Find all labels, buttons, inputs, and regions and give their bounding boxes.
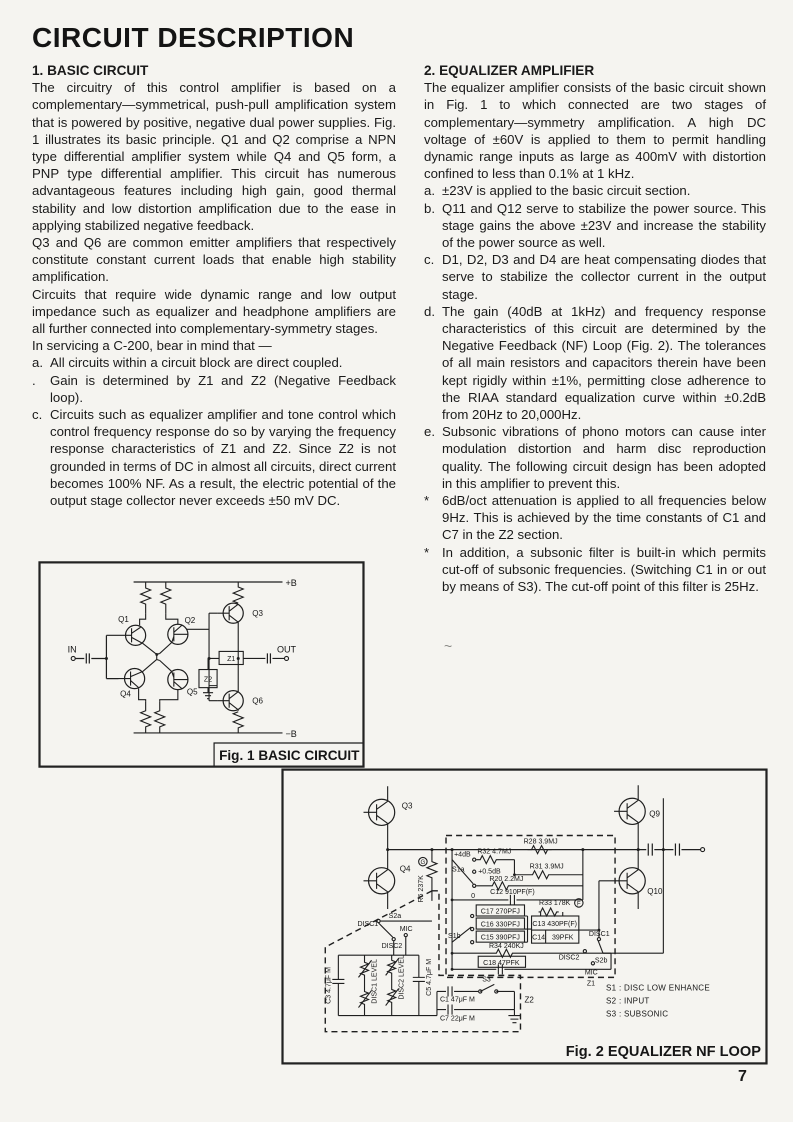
s3-label: S3 <box>482 976 491 984</box>
s2a-blade <box>379 923 393 937</box>
c7-label: C7 22μF M <box>439 1015 475 1023</box>
r33-label: R33 178K <box>539 899 571 907</box>
list-marker: c. <box>32 407 43 423</box>
list-item <box>424 303 766 423</box>
list-marker: c. <box>424 252 435 268</box>
column-basic-circuit <box>32 62 396 509</box>
list-marker: d. <box>424 303 435 319</box>
list-marker: a. <box>32 355 43 371</box>
r32-label: R32 4.7MJ <box>477 848 512 856</box>
q3-label: Q3 <box>252 609 264 619</box>
z1-block-label: Z1 <box>227 655 236 663</box>
section1-paragraph-1: The circuitry of this control amplifier is based on a complementary—symmetrical, push-pull amplification system that is powered by positive, negative dual power supplies. Fig. 1 illustrates its basic principle. Q1 and Q2 comprise a NPN type differential amplifier system while Q4 and Q5 form, a PNP type differential amplifier. This circuit has numerous advantageous features including high gain, good thermal stability and low distortion amplification due to the ease in applying stabilized negative feedback. <box>32 80 396 233</box>
c16-label: C16 330PFJ <box>480 921 520 929</box>
s1a-plus05db-label: +0.5dB <box>478 868 501 876</box>
section1-paragraph-2: Q3 and Q6 are common emitter amplifiers that respectively constitute constant current loads that enable high stability amplification. <box>32 235 396 285</box>
list-marker: e. <box>424 424 435 440</box>
c14-value-label: 39PFK <box>551 934 574 942</box>
fig1-caption: Fig. 1 BASIC CIRCUIT <box>219 748 360 764</box>
z2-block-label: Z2 <box>203 676 213 684</box>
r6-grade-label: G <box>420 860 426 867</box>
q6-label: Q6 <box>252 696 264 706</box>
plus-b-label: +B <box>285 578 297 589</box>
list-text: The gain (40dB at 1kHz) and frequency response characteristics of this circuit are determined by the Negative Feedback (NF) Loop (Fig. 2). The tolerances of all main resistors and capacitors therein have been kept rigidly within ±1%, permitting close adherence to the RIAA standard equalization curve within ±0.2dB from 20Hz to 20,000Hz. <box>442 303 766 423</box>
z1-label: Z1 <box>586 980 596 988</box>
q2-label: Q2 <box>184 616 196 626</box>
list-item <box>32 372 396 406</box>
s1b-label: S1b <box>448 933 461 941</box>
list-text: Gain is determined by Z1 and Z2 (Negative Feedback loop). <box>50 372 396 405</box>
list-item <box>424 251 766 303</box>
list-marker: b. <box>424 200 435 216</box>
disc2-level-label: DISC2 LEVEL <box>398 955 406 1000</box>
disc2-level-pot <box>386 955 399 1015</box>
transistor-q9 <box>614 785 645 849</box>
fig1-schematic <box>38 560 365 769</box>
transistor-q3 <box>217 603 243 623</box>
fig2-caption: Fig. 2 EQUALIZER NF LOOP <box>565 1043 761 1060</box>
q4-label: Q4 <box>399 864 411 874</box>
q10-label: Q10 <box>647 886 663 896</box>
column-equalizer-amplifier <box>424 62 766 595</box>
transistor-q10 <box>614 850 645 909</box>
list-marker: . <box>32 372 36 388</box>
s1a-plus4db-label: +4dB <box>454 851 471 859</box>
c18-label: C18 47PFK <box>483 959 520 967</box>
in-label: IN <box>67 644 77 655</box>
transistor-q6 <box>217 691 243 711</box>
list-marker: a. <box>424 183 435 199</box>
list-text: Circuits such as equalizer amplifier and tone control which control frequency response do so by varying the frequency response characteristics of Z1 and Z2. Since Z2 is not grounded in terms of DC in almost all circuits, direct current becomes 100% NF. As a result, the electric potential of the output stage collector never exceeds ±50 mV DC. <box>50 407 396 509</box>
section1-heading: 1. BASIC CIRCUIT <box>32 63 149 78</box>
c15-label: C15 390PFJ <box>480 934 520 942</box>
legend-s2: S2 : INPUT <box>606 996 650 1006</box>
transistor-q4 <box>118 669 144 689</box>
transistor-q2 <box>160 624 188 653</box>
transistor-q1 <box>119 625 145 645</box>
list-text: Q11 and Q12 serve to stabilize the power source. This stage gains the above ±23V and increase the stability of the power source as well. <box>442 200 766 251</box>
list-item <box>424 544 766 596</box>
q1-label: Q1 <box>118 615 129 625</box>
legend-s3: S3 : SUBSONIC <box>606 1009 669 1019</box>
s1a-label: S1a <box>452 866 465 874</box>
c14-label: C14 <box>532 934 546 942</box>
figure-1-basic-circuit <box>38 560 365 769</box>
scan-artifact-mark: ~ <box>444 638 453 654</box>
section1-paragraph-4: In servicing a C-200, bear in mind that — <box>32 338 272 354</box>
list-item <box>424 200 766 252</box>
list-text: D1, D2, D3 and D4 are heat compensating diodes that serve to stabilize the collector current in the output stage. <box>442 252 766 302</box>
c13-label: C13 430PF(F) <box>532 921 577 929</box>
legend-s1: S1 : DISC LOW ENHANCE <box>606 983 711 993</box>
s2b-disc1-label: DISC1 <box>588 931 610 939</box>
list-text: In addition, a subsonic filter is built-in which permits cut-off of subsonic frequencies. (Switching C1 in or out by means of S3). The cut-off point of this filter is 25Hz. <box>442 544 766 595</box>
list-marker: * <box>424 493 430 509</box>
r33-grade-label: F <box>576 901 581 908</box>
z2-label: Z2 <box>524 995 534 1005</box>
s2b-mic-label: MIC <box>584 969 598 977</box>
figure-2-equalizer-nf-loop <box>281 768 768 1065</box>
minus-b-label: −B <box>285 728 297 739</box>
list-item <box>424 423 766 492</box>
s2a-disc2-label: DISC2 <box>381 943 403 951</box>
s2a-label: S2a <box>388 913 402 921</box>
c5-label: C5 4.7μF M <box>425 958 433 996</box>
q9-label: Q9 <box>649 809 660 819</box>
c3-label: C3 4.7μF M <box>325 966 333 1004</box>
transistor-q5 <box>160 660 188 689</box>
fig2-schematic <box>281 768 768 1065</box>
transistor-q4 <box>364 850 395 909</box>
r28-label: R28 3.9MJ <box>523 838 558 846</box>
list-item <box>32 406 396 509</box>
s2b-disc2-label: DISC2 <box>558 954 580 962</box>
r34-label: R34 240KJ <box>488 943 524 951</box>
disc1-level-label: DISC1 LEVEL <box>371 959 379 1004</box>
s2a-mic-label: MIC <box>399 926 413 934</box>
section2-heading: 2. EQUALIZER AMPLIFIER <box>424 63 595 78</box>
section2-paragraph-1: The equalizer amplifier consists of the basic circuit shown in Fig. 1 to which connected are two stages of complementary—symmetry amplification. A high DC voltage of ±60V is applied to them to permit handling dynamic range inputs as large as 400mV with distortion confined to less than 0.1% at 1 kHz. <box>424 80 766 182</box>
page-title: CIRCUIT DESCRIPTION <box>32 22 355 53</box>
c12-label: C12 910PF(F) <box>490 888 535 896</box>
list-text: ±23V is applied to the basic circuit section. <box>442 183 691 199</box>
out-label: OUT <box>276 644 297 655</box>
s2a-disc1-label: DISC1 <box>357 921 379 929</box>
list-text: All circuits within a circuit block are direct coupled. <box>50 355 343 371</box>
s2b-label: S2b <box>594 957 608 965</box>
list-text: 6dB/oct attenuation is applied to all frequencies below 9Hz. This is achieved by the time constants of C1 and C7 in the Z2 section. <box>442 493 766 543</box>
c1-label: C1 47μF M <box>439 996 475 1004</box>
disc1-level-pot <box>358 955 371 1015</box>
list-text: Subsonic vibrations of phono motors can cause inter modulation distortion and harm disc reproduction quality. The following circuit design has been adopted in this amplifier to prevent this. <box>442 424 766 491</box>
q5-label: Q5 <box>186 687 198 697</box>
list-item <box>424 182 766 199</box>
r6-label: R6 237K <box>417 875 425 903</box>
q4-label: Q4 <box>120 689 131 699</box>
list-marker: * <box>424 544 430 560</box>
r31-label: R31 3.9MJ <box>529 863 564 871</box>
list-item <box>424 492 766 544</box>
r20-label: R20 2.2MJ <box>489 875 524 883</box>
transistor-q3 <box>364 786 395 849</box>
c17-label: C17 270PFJ <box>480 908 520 916</box>
s1a-zero-label: 0 <box>471 892 476 900</box>
page-number: 7 <box>738 1068 747 1085</box>
list-item <box>32 354 396 371</box>
section1-paragraph-3: Circuits that require wide dynamic range and low output impedance such as equalizer and headphone amplifiers are all further connected into complementary-symmetry stages. <box>32 286 396 337</box>
s3-switch <box>480 984 514 1009</box>
s2b-blade <box>598 940 603 953</box>
q3-label: Q3 <box>401 801 413 811</box>
